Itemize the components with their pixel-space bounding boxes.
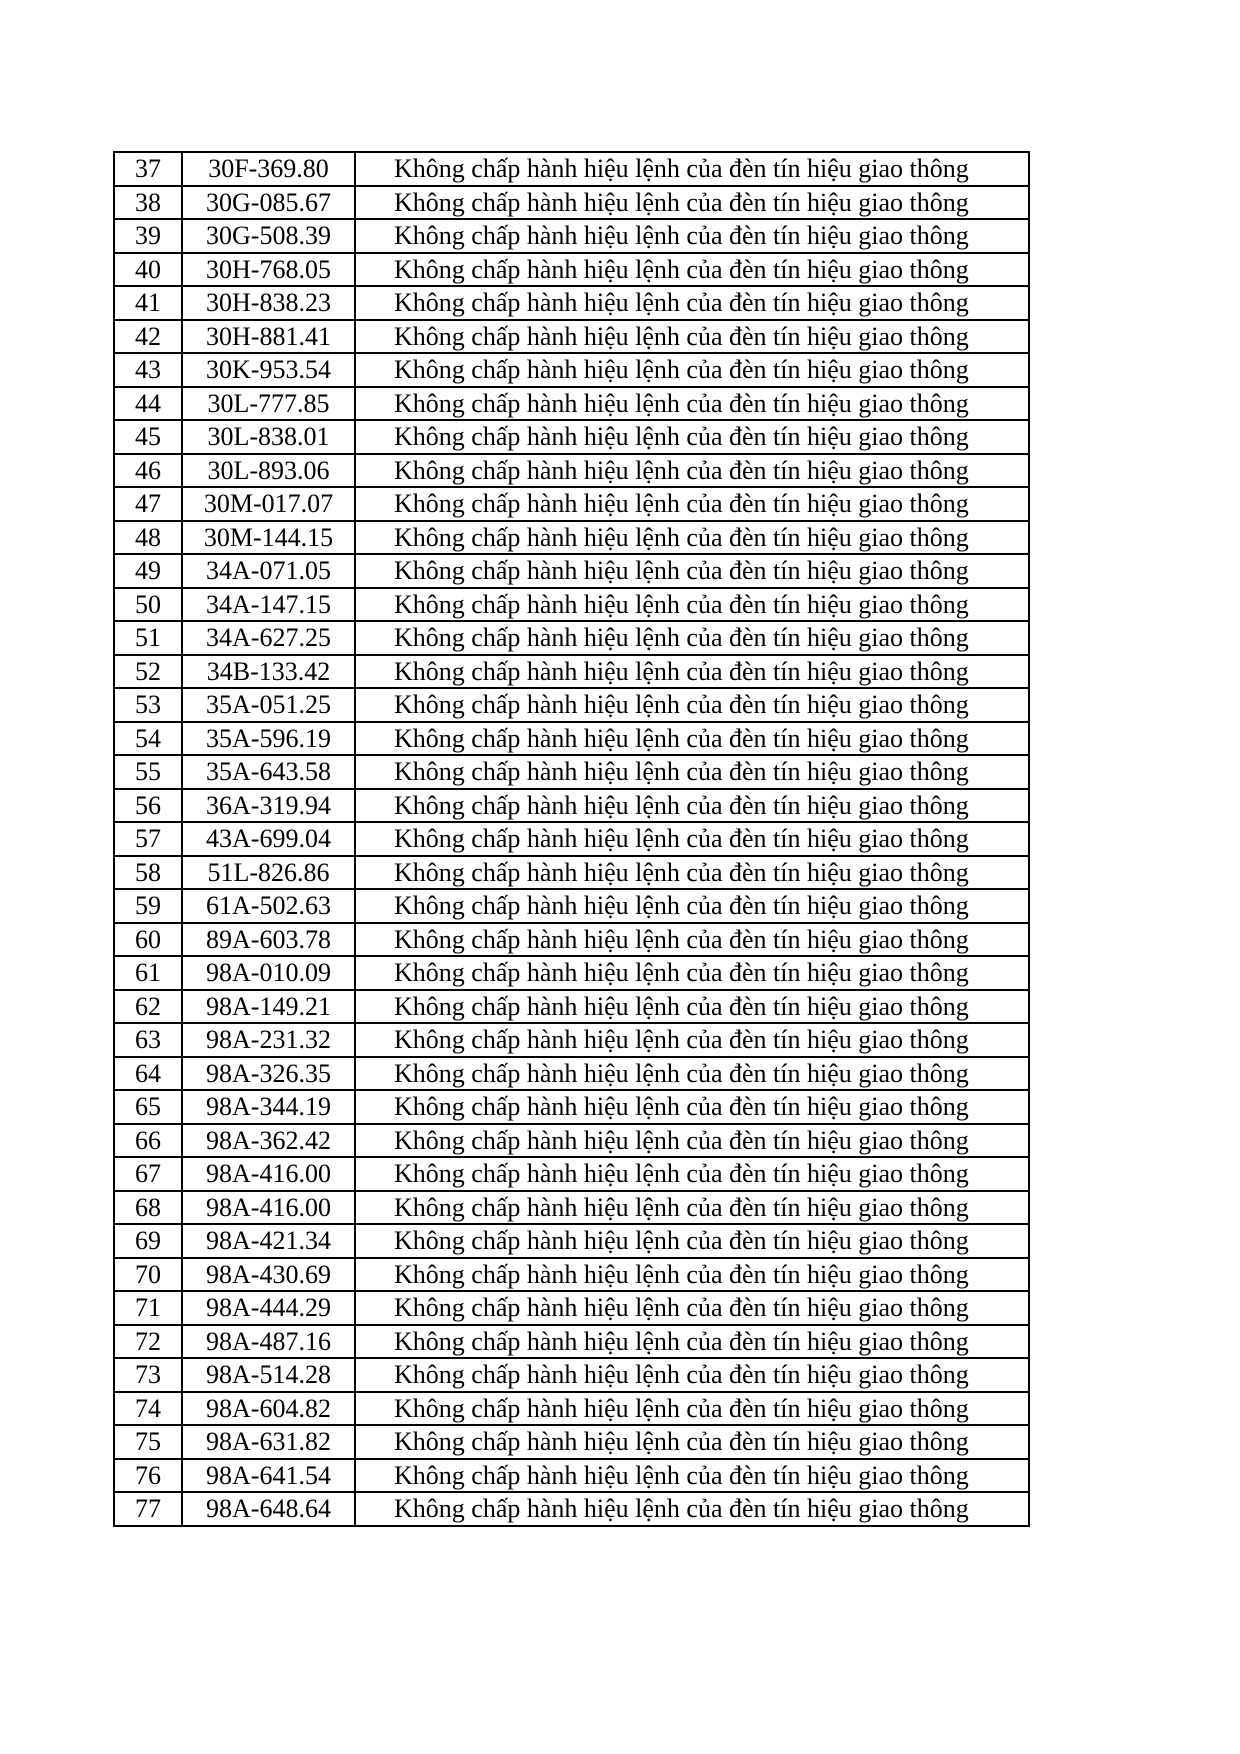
violation-cell: Không chấp hành hiệu lệnh của đèn tín hiệu giao thông	[355, 889, 1029, 923]
violation-cell: Không chấp hành hiệu lệnh của đèn tín hiệu giao thông	[355, 387, 1029, 421]
table-row	[114, 320, 1029, 354]
license-plate-cell: 98A-631.82	[182, 1425, 355, 1459]
table-row	[114, 1425, 1029, 1459]
violation-cell: Không chấp hành hiệu lệnh của đèn tín hiệu giao thông	[355, 554, 1029, 588]
table-row	[114, 1057, 1029, 1091]
violation-cell: Không chấp hành hiệu lệnh của đèn tín hiệu giao thông	[355, 1459, 1029, 1493]
row-number-cell: 57	[114, 822, 182, 856]
license-plate-cell: 30H-881.41	[182, 320, 355, 354]
license-plate-cell: 35A-643.58	[182, 755, 355, 789]
row-number-cell: 74	[114, 1392, 182, 1426]
violation-cell: Không chấp hành hiệu lệnh của đèn tín hiệu giao thông	[355, 487, 1029, 521]
row-number-cell: 47	[114, 487, 182, 521]
table-row	[114, 789, 1029, 823]
row-number-cell: 76	[114, 1459, 182, 1493]
table-row	[114, 1291, 1029, 1325]
violation-cell: Không chấp hành hiệu lệnh của đèn tín hiệu giao thông	[355, 152, 1029, 186]
license-plate-cell: 98A-641.54	[182, 1459, 355, 1493]
table-row	[114, 755, 1029, 789]
row-number-cell: 68	[114, 1191, 182, 1225]
row-number-cell: 49	[114, 554, 182, 588]
license-plate-cell: 98A-444.29	[182, 1291, 355, 1325]
table-row	[114, 219, 1029, 253]
license-plate-cell: 34A-071.05	[182, 554, 355, 588]
violation-cell: Không chấp hành hiệu lệnh của đèn tín hiệu giao thông	[355, 454, 1029, 488]
violation-cell: Không chấp hành hiệu lệnh của đèn tín hiệu giao thông	[355, 956, 1029, 990]
row-number-cell: 45	[114, 420, 182, 454]
table-row	[114, 1191, 1029, 1225]
license-plate-cell: 98A-430.69	[182, 1258, 355, 1292]
row-number-cell: 42	[114, 320, 182, 354]
license-plate-cell: 98A-362.42	[182, 1124, 355, 1158]
table-row	[114, 655, 1029, 689]
table-row	[114, 152, 1029, 186]
table-row	[114, 856, 1029, 890]
row-number-cell: 66	[114, 1124, 182, 1158]
violation-cell: Không chấp hành hiệu lệnh của đèn tín hiệu giao thông	[355, 755, 1029, 789]
table-row	[114, 722, 1029, 756]
violation-cell: Không chấp hành hiệu lệnh của đèn tín hiệu giao thông	[355, 1090, 1029, 1124]
license-plate-cell: 30H-768.05	[182, 253, 355, 287]
table-row	[114, 186, 1029, 220]
license-plate-cell: 43A-699.04	[182, 822, 355, 856]
license-plate-cell: 98A-487.16	[182, 1325, 355, 1359]
table-row	[114, 990, 1029, 1024]
row-number-cell: 38	[114, 186, 182, 220]
row-number-cell: 72	[114, 1325, 182, 1359]
table-row	[114, 1124, 1029, 1158]
violation-cell: Không chấp hành hiệu lệnh của đèn tín hiệu giao thông	[355, 856, 1029, 890]
license-plate-cell: 30F-369.80	[182, 152, 355, 186]
table-row	[114, 253, 1029, 287]
violation-cell: Không chấp hành hiệu lệnh của đèn tín hiệu giao thông	[355, 688, 1029, 722]
license-plate-cell: 98A-231.32	[182, 1023, 355, 1057]
table-row	[114, 353, 1029, 387]
table-row	[114, 588, 1029, 622]
violation-cell: Không chấp hành hiệu lệnh của đèn tín hiệu giao thông	[355, 1157, 1029, 1191]
license-plate-cell: 36A-319.94	[182, 789, 355, 823]
violation-cell: Không chấp hành hiệu lệnh của đèn tín hiệu giao thông	[355, 320, 1029, 354]
row-number-cell: 62	[114, 990, 182, 1024]
row-number-cell: 75	[114, 1425, 182, 1459]
license-plate-cell: 34B-133.42	[182, 655, 355, 689]
violation-cell: Không chấp hành hiệu lệnh của đèn tín hiệu giao thông	[355, 186, 1029, 220]
violation-cell: Không chấp hành hiệu lệnh của đèn tín hiệu giao thông	[355, 789, 1029, 823]
license-plate-cell: 89A-603.78	[182, 923, 355, 957]
violation-cell: Không chấp hành hiệu lệnh của đèn tín hiệu giao thông	[355, 286, 1029, 320]
license-plate-cell: 98A-648.64	[182, 1492, 355, 1526]
row-number-cell: 59	[114, 889, 182, 923]
license-plate-cell: 30M-144.15	[182, 521, 355, 555]
violation-cell: Không chấp hành hiệu lệnh của đèn tín hiệu giao thông	[355, 588, 1029, 622]
table-row	[114, 1492, 1029, 1526]
table-row	[114, 1023, 1029, 1057]
violation-cell: Không chấp hành hiệu lệnh của đèn tín hiệu giao thông	[355, 1358, 1029, 1392]
table-row	[114, 1258, 1029, 1292]
violation-cell: Không chấp hành hiệu lệnh của đèn tín hiệu giao thông	[355, 1392, 1029, 1426]
row-number-cell: 58	[114, 856, 182, 890]
license-plate-cell: 98A-344.19	[182, 1090, 355, 1124]
license-plate-cell: 98A-604.82	[182, 1392, 355, 1426]
table-row	[114, 1224, 1029, 1258]
violations-table	[113, 151, 1030, 1527]
license-plate-cell: 30K-953.54	[182, 353, 355, 387]
table-row	[114, 1090, 1029, 1124]
row-number-cell: 61	[114, 956, 182, 990]
violation-cell: Không chấp hành hiệu lệnh của đèn tín hiệu giao thông	[355, 990, 1029, 1024]
table-row	[114, 1157, 1029, 1191]
license-plate-cell: 30G-508.39	[182, 219, 355, 253]
license-plate-cell: 98A-421.34	[182, 1224, 355, 1258]
violation-cell: Không chấp hành hiệu lệnh của đèn tín hiệu giao thông	[355, 1124, 1029, 1158]
table-row	[114, 1325, 1029, 1359]
row-number-cell: 51	[114, 621, 182, 655]
license-plate-cell: 98A-416.00	[182, 1191, 355, 1225]
table-body	[114, 152, 1029, 1526]
row-number-cell: 73	[114, 1358, 182, 1392]
violation-cell: Không chấp hành hiệu lệnh của đèn tín hiệu giao thông	[355, 420, 1029, 454]
license-plate-cell: 51L-826.86	[182, 856, 355, 890]
license-plate-cell: 98A-326.35	[182, 1057, 355, 1091]
violation-cell: Không chấp hành hiệu lệnh của đèn tín hiệu giao thông	[355, 923, 1029, 957]
table-row	[114, 688, 1029, 722]
violation-cell: Không chấp hành hiệu lệnh của đèn tín hiệu giao thông	[355, 1191, 1029, 1225]
license-plate-cell: 30H-838.23	[182, 286, 355, 320]
violation-cell: Không chấp hành hiệu lệnh của đèn tín hiệu giao thông	[355, 253, 1029, 287]
row-number-cell: 43	[114, 353, 182, 387]
table-row	[114, 554, 1029, 588]
row-number-cell: 44	[114, 387, 182, 421]
row-number-cell: 37	[114, 152, 182, 186]
table-row	[114, 454, 1029, 488]
violation-cell: Không chấp hành hiệu lệnh của đèn tín hiệu giao thông	[355, 621, 1029, 655]
violation-cell: Không chấp hành hiệu lệnh của đèn tín hiệu giao thông	[355, 353, 1029, 387]
table-row	[114, 923, 1029, 957]
row-number-cell: 55	[114, 755, 182, 789]
license-plate-cell: 34A-147.15	[182, 588, 355, 622]
violation-cell: Không chấp hành hiệu lệnh của đèn tín hiệu giao thông	[355, 655, 1029, 689]
license-plate-cell: 98A-149.21	[182, 990, 355, 1024]
table-row	[114, 1358, 1029, 1392]
violation-cell: Không chấp hành hiệu lệnh của đèn tín hiệu giao thông	[355, 722, 1029, 756]
violation-cell: Không chấp hành hiệu lệnh của đèn tín hiệu giao thông	[355, 521, 1029, 555]
violation-cell: Không chấp hành hiệu lệnh của đèn tín hiệu giao thông	[355, 1224, 1029, 1258]
row-number-cell: 56	[114, 789, 182, 823]
row-number-cell: 60	[114, 923, 182, 957]
row-number-cell: 40	[114, 253, 182, 287]
table-row	[114, 956, 1029, 990]
table-row	[114, 420, 1029, 454]
row-number-cell: 64	[114, 1057, 182, 1091]
row-number-cell: 48	[114, 521, 182, 555]
license-plate-cell: 30G-085.67	[182, 186, 355, 220]
license-plate-cell: 61A-502.63	[182, 889, 355, 923]
row-number-cell: 67	[114, 1157, 182, 1191]
license-plate-cell: 98A-514.28	[182, 1358, 355, 1392]
row-number-cell: 39	[114, 219, 182, 253]
table-row	[114, 387, 1029, 421]
license-plate-cell: 35A-596.19	[182, 722, 355, 756]
table-row	[114, 487, 1029, 521]
table-row	[114, 1459, 1029, 1493]
table-row	[114, 621, 1029, 655]
row-number-cell: 53	[114, 688, 182, 722]
license-plate-cell: 30L-838.01	[182, 420, 355, 454]
table-row	[114, 1392, 1029, 1426]
violation-cell: Không chấp hành hiệu lệnh của đèn tín hiệu giao thông	[355, 1291, 1029, 1325]
violation-cell: Không chấp hành hiệu lệnh của đèn tín hiệu giao thông	[355, 1258, 1029, 1292]
license-plate-cell: 30M-017.07	[182, 487, 355, 521]
row-number-cell: 70	[114, 1258, 182, 1292]
row-number-cell: 54	[114, 722, 182, 756]
violation-cell: Không chấp hành hiệu lệnh của đèn tín hiệu giao thông	[355, 1057, 1029, 1091]
license-plate-cell: 98A-010.09	[182, 956, 355, 990]
violation-cell: Không chấp hành hiệu lệnh của đèn tín hiệu giao thông	[355, 1325, 1029, 1359]
row-number-cell: 69	[114, 1224, 182, 1258]
row-number-cell: 65	[114, 1090, 182, 1124]
table-row	[114, 521, 1029, 555]
violation-cell: Không chấp hành hiệu lệnh của đèn tín hiệu giao thông	[355, 1425, 1029, 1459]
license-plate-cell: 34A-627.25	[182, 621, 355, 655]
license-plate-cell: 35A-051.25	[182, 688, 355, 722]
table-row	[114, 889, 1029, 923]
row-number-cell: 41	[114, 286, 182, 320]
license-plate-cell: 30L-777.85	[182, 387, 355, 421]
row-number-cell: 46	[114, 454, 182, 488]
row-number-cell: 52	[114, 655, 182, 689]
violation-cell: Không chấp hành hiệu lệnh của đèn tín hiệu giao thông	[355, 1023, 1029, 1057]
row-number-cell: 50	[114, 588, 182, 622]
row-number-cell: 71	[114, 1291, 182, 1325]
row-number-cell: 63	[114, 1023, 182, 1057]
violation-cell: Không chấp hành hiệu lệnh của đèn tín hiệu giao thông	[355, 822, 1029, 856]
violation-cell: Không chấp hành hiệu lệnh của đèn tín hiệu giao thông	[355, 219, 1029, 253]
row-number-cell: 77	[114, 1492, 182, 1526]
license-plate-cell: 30L-893.06	[182, 454, 355, 488]
violation-cell: Không chấp hành hiệu lệnh của đèn tín hiệu giao thông	[355, 1492, 1029, 1526]
table-row	[114, 822, 1029, 856]
license-plate-cell: 98A-416.00	[182, 1157, 355, 1191]
table-row	[114, 286, 1029, 320]
